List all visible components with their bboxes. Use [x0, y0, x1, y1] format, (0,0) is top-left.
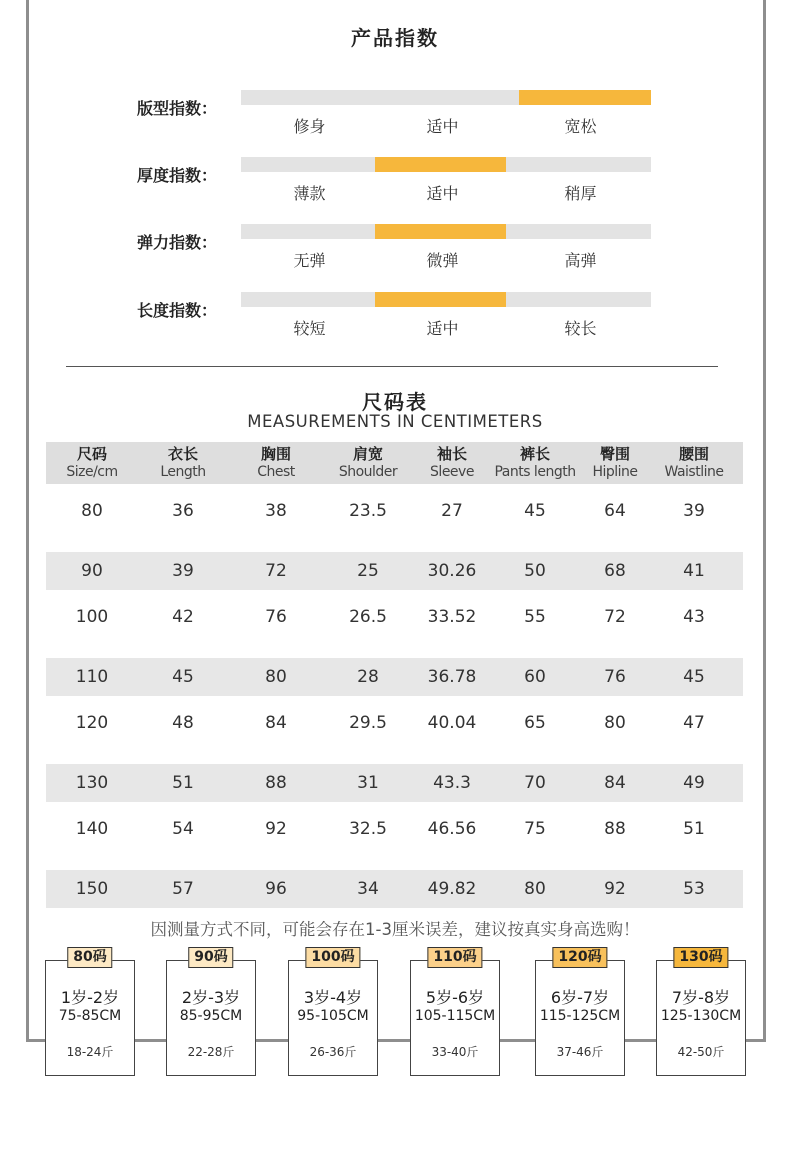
header-zh: 腰围	[678, 445, 709, 463]
table-cell: 41	[683, 561, 705, 581]
table-cell: 34	[357, 879, 379, 899]
table-cell: 130	[75, 773, 109, 793]
size-card	[45, 949, 135, 1076]
index-option: 无弹	[293, 251, 326, 270]
table-cell: 36	[172, 500, 194, 521]
table-cell: 43.3	[433, 773, 471, 793]
table-row	[46, 696, 743, 749]
header-zh: 袖长	[436, 445, 467, 463]
index-label: 弹力指数：	[137, 233, 218, 252]
table-cell: 80	[81, 500, 103, 521]
weight-range: 33-40斤	[431, 1045, 479, 1059]
size-badge: 80码	[67, 947, 112, 968]
table-header-cell	[143, 446, 223, 482]
table-cell: 92	[265, 818, 287, 839]
table-header-cell	[236, 446, 316, 482]
size-table-body	[46, 484, 743, 908]
index-option: 适中	[426, 319, 459, 338]
table-cell: 60	[524, 667, 546, 687]
header-en: Chest	[257, 464, 295, 480]
table-header-cell	[412, 446, 492, 482]
table-cell: 92	[604, 879, 626, 899]
table-cell: 80	[265, 667, 287, 687]
table-cell: 47	[683, 712, 705, 733]
table-header-cell	[649, 446, 739, 482]
table-cell: 96	[265, 879, 287, 899]
table-cell: 33.52	[427, 606, 477, 627]
table-cell: 100	[75, 606, 109, 627]
section-divider	[66, 366, 718, 367]
table-cell: 54	[172, 818, 194, 839]
table-header-cell	[52, 446, 132, 482]
table-row	[46, 552, 743, 590]
header-zh: 裤长	[519, 445, 550, 463]
index-bar-selected	[375, 224, 506, 239]
size-table	[46, 442, 743, 908]
height-range: 115-125CM	[539, 1008, 621, 1024]
table-cell: 39	[172, 561, 194, 581]
weight-range: 22-28斤	[187, 1045, 235, 1059]
index-bar-selected	[375, 157, 506, 172]
index-bar-selected	[375, 292, 506, 307]
height-range: 75-85CM	[58, 1008, 122, 1024]
table-cell: 80	[524, 879, 546, 899]
header-zh: 胸围	[260, 445, 291, 463]
index-option: 宽松	[564, 117, 597, 136]
table-cell: 49.82	[427, 879, 477, 899]
table-cell: 140	[75, 818, 109, 839]
table-cell: 80	[604, 712, 626, 733]
size-chart-subtitle: MEASUREMENTS IN CENTIMETERS	[247, 412, 543, 431]
table-cell: 53	[683, 879, 705, 899]
measurement-note: 因测量方式不同，可能会存在1-3厘米误差，建议按真实身高选购！	[150, 920, 640, 939]
table-cell: 150	[75, 879, 109, 899]
header-zh: 臀围	[599, 445, 630, 463]
table-cell: 64	[604, 500, 626, 521]
size-card	[535, 949, 625, 1076]
size-badge: 110码	[427, 947, 482, 968]
table-header-cell	[575, 446, 655, 482]
table-cell: 26.5	[349, 606, 387, 627]
table-cell: 50	[524, 561, 546, 581]
header-en: Length	[160, 464, 206, 480]
index-bar	[241, 157, 651, 172]
table-cell: 31	[357, 773, 379, 793]
table-cell: 39	[683, 500, 705, 521]
header-zh: 衣长	[167, 445, 198, 463]
table-row	[46, 764, 743, 802]
size-card	[656, 949, 746, 1076]
table-cell: 45	[172, 667, 194, 687]
header-zh: 肩宽	[352, 445, 383, 463]
table-cell: 76	[604, 667, 626, 687]
header-en: Shoulder	[338, 464, 398, 480]
index-option: 高弹	[564, 251, 597, 270]
table-cell: 70	[524, 773, 546, 793]
table-cell: 88	[265, 773, 287, 793]
table-cell: 84	[265, 712, 287, 733]
size-badge: 130码	[673, 947, 728, 968]
table-cell: 120	[75, 712, 109, 733]
size-card	[410, 949, 500, 1076]
table-cell: 65	[524, 712, 546, 733]
header-en: Sleeve	[430, 464, 474, 480]
table-cell: 49	[683, 773, 705, 793]
index-option: 微弹	[426, 251, 459, 270]
table-cell: 55	[524, 606, 546, 627]
index-option: 修身	[293, 117, 326, 136]
product-index-title: 产品指数	[351, 26, 439, 50]
table-cell: 68	[604, 561, 626, 581]
age-range: 5岁-6岁	[425, 988, 485, 1007]
table-cell: 36.78	[427, 667, 477, 687]
index-label: 版型指数：	[137, 99, 218, 118]
table-row	[46, 658, 743, 696]
table-cell: 27	[441, 500, 463, 521]
weight-range: 18-24斤	[66, 1045, 114, 1059]
size-badge: 120码	[552, 947, 607, 968]
index-option: 适中	[426, 184, 459, 203]
table-cell: 28	[357, 667, 379, 687]
size-table-header	[46, 442, 743, 484]
header-en: Hipline	[592, 464, 638, 480]
index-label: 长度指数：	[137, 301, 218, 320]
table-cell: 40.04	[427, 712, 477, 733]
age-range: 6岁-7岁	[550, 988, 610, 1007]
table-cell: 23.5	[349, 500, 387, 521]
table-cell: 72	[265, 561, 287, 581]
height-range: 85-95CM	[179, 1008, 243, 1024]
weight-range: 26-36斤	[309, 1045, 357, 1059]
age-range: 7岁-8岁	[671, 988, 731, 1007]
age-range: 3岁-4岁	[303, 988, 363, 1007]
table-cell: 84	[604, 773, 626, 793]
header-en: Size/cm	[66, 464, 118, 480]
index-label: 厚度指数：	[137, 166, 218, 185]
table-cell: 110	[75, 667, 109, 687]
index-option: 较短	[293, 319, 326, 338]
height-range: 105-115CM	[414, 1008, 496, 1024]
table-row	[46, 484, 743, 537]
index-bar-selected	[519, 90, 651, 105]
size-badge: 90码	[188, 947, 233, 968]
table-cell: 38	[265, 500, 287, 521]
header-en: Pants length	[494, 464, 576, 480]
table-cell: 25	[357, 561, 379, 581]
table-cell: 88	[604, 818, 626, 839]
table-row	[46, 590, 743, 643]
table-cell: 30.26	[427, 561, 477, 581]
size-chart-title: 尺码表	[362, 390, 428, 414]
table-cell: 76	[265, 606, 287, 627]
table-cell: 90	[81, 561, 103, 581]
table-cell: 32.5	[349, 818, 387, 839]
height-range: 125-130CM	[660, 1008, 742, 1024]
index-option: 适中	[426, 117, 459, 136]
table-cell: 72	[604, 606, 626, 627]
index-bar	[241, 90, 651, 105]
table-row	[46, 802, 743, 855]
index-bar	[241, 224, 651, 239]
table-cell: 57	[172, 879, 194, 899]
index-option: 稍厚	[564, 184, 597, 203]
table-cell: 51	[172, 773, 194, 793]
table-cell: 42	[172, 606, 194, 627]
height-range: 95-105CM	[297, 1008, 369, 1024]
header-en: Waistline	[664, 464, 724, 480]
table-cell: 29.5	[349, 712, 387, 733]
size-badge: 100码	[305, 947, 360, 968]
index-option: 薄款	[293, 184, 326, 203]
table-cell: 45	[524, 500, 546, 521]
table-row	[46, 870, 743, 908]
index-bar	[241, 292, 651, 307]
index-option: 较长	[564, 319, 597, 338]
table-cell: 45	[683, 667, 705, 687]
weight-range: 37-46斤	[556, 1045, 604, 1059]
size-card	[166, 949, 256, 1076]
table-header-cell	[328, 446, 408, 482]
table-cell: 48	[172, 712, 194, 733]
table-cell: 46.56	[427, 818, 477, 839]
table-cell: 43	[683, 606, 705, 627]
table-cell: 75	[524, 818, 546, 839]
age-range: 2岁-3岁	[181, 988, 241, 1007]
table-cell: 51	[683, 818, 705, 839]
table-header-cell	[487, 446, 583, 482]
age-range: 1岁-2岁	[60, 988, 120, 1007]
size-card	[288, 949, 378, 1076]
weight-range: 42-50斤	[677, 1045, 725, 1059]
header-zh: 尺码	[76, 445, 107, 463]
